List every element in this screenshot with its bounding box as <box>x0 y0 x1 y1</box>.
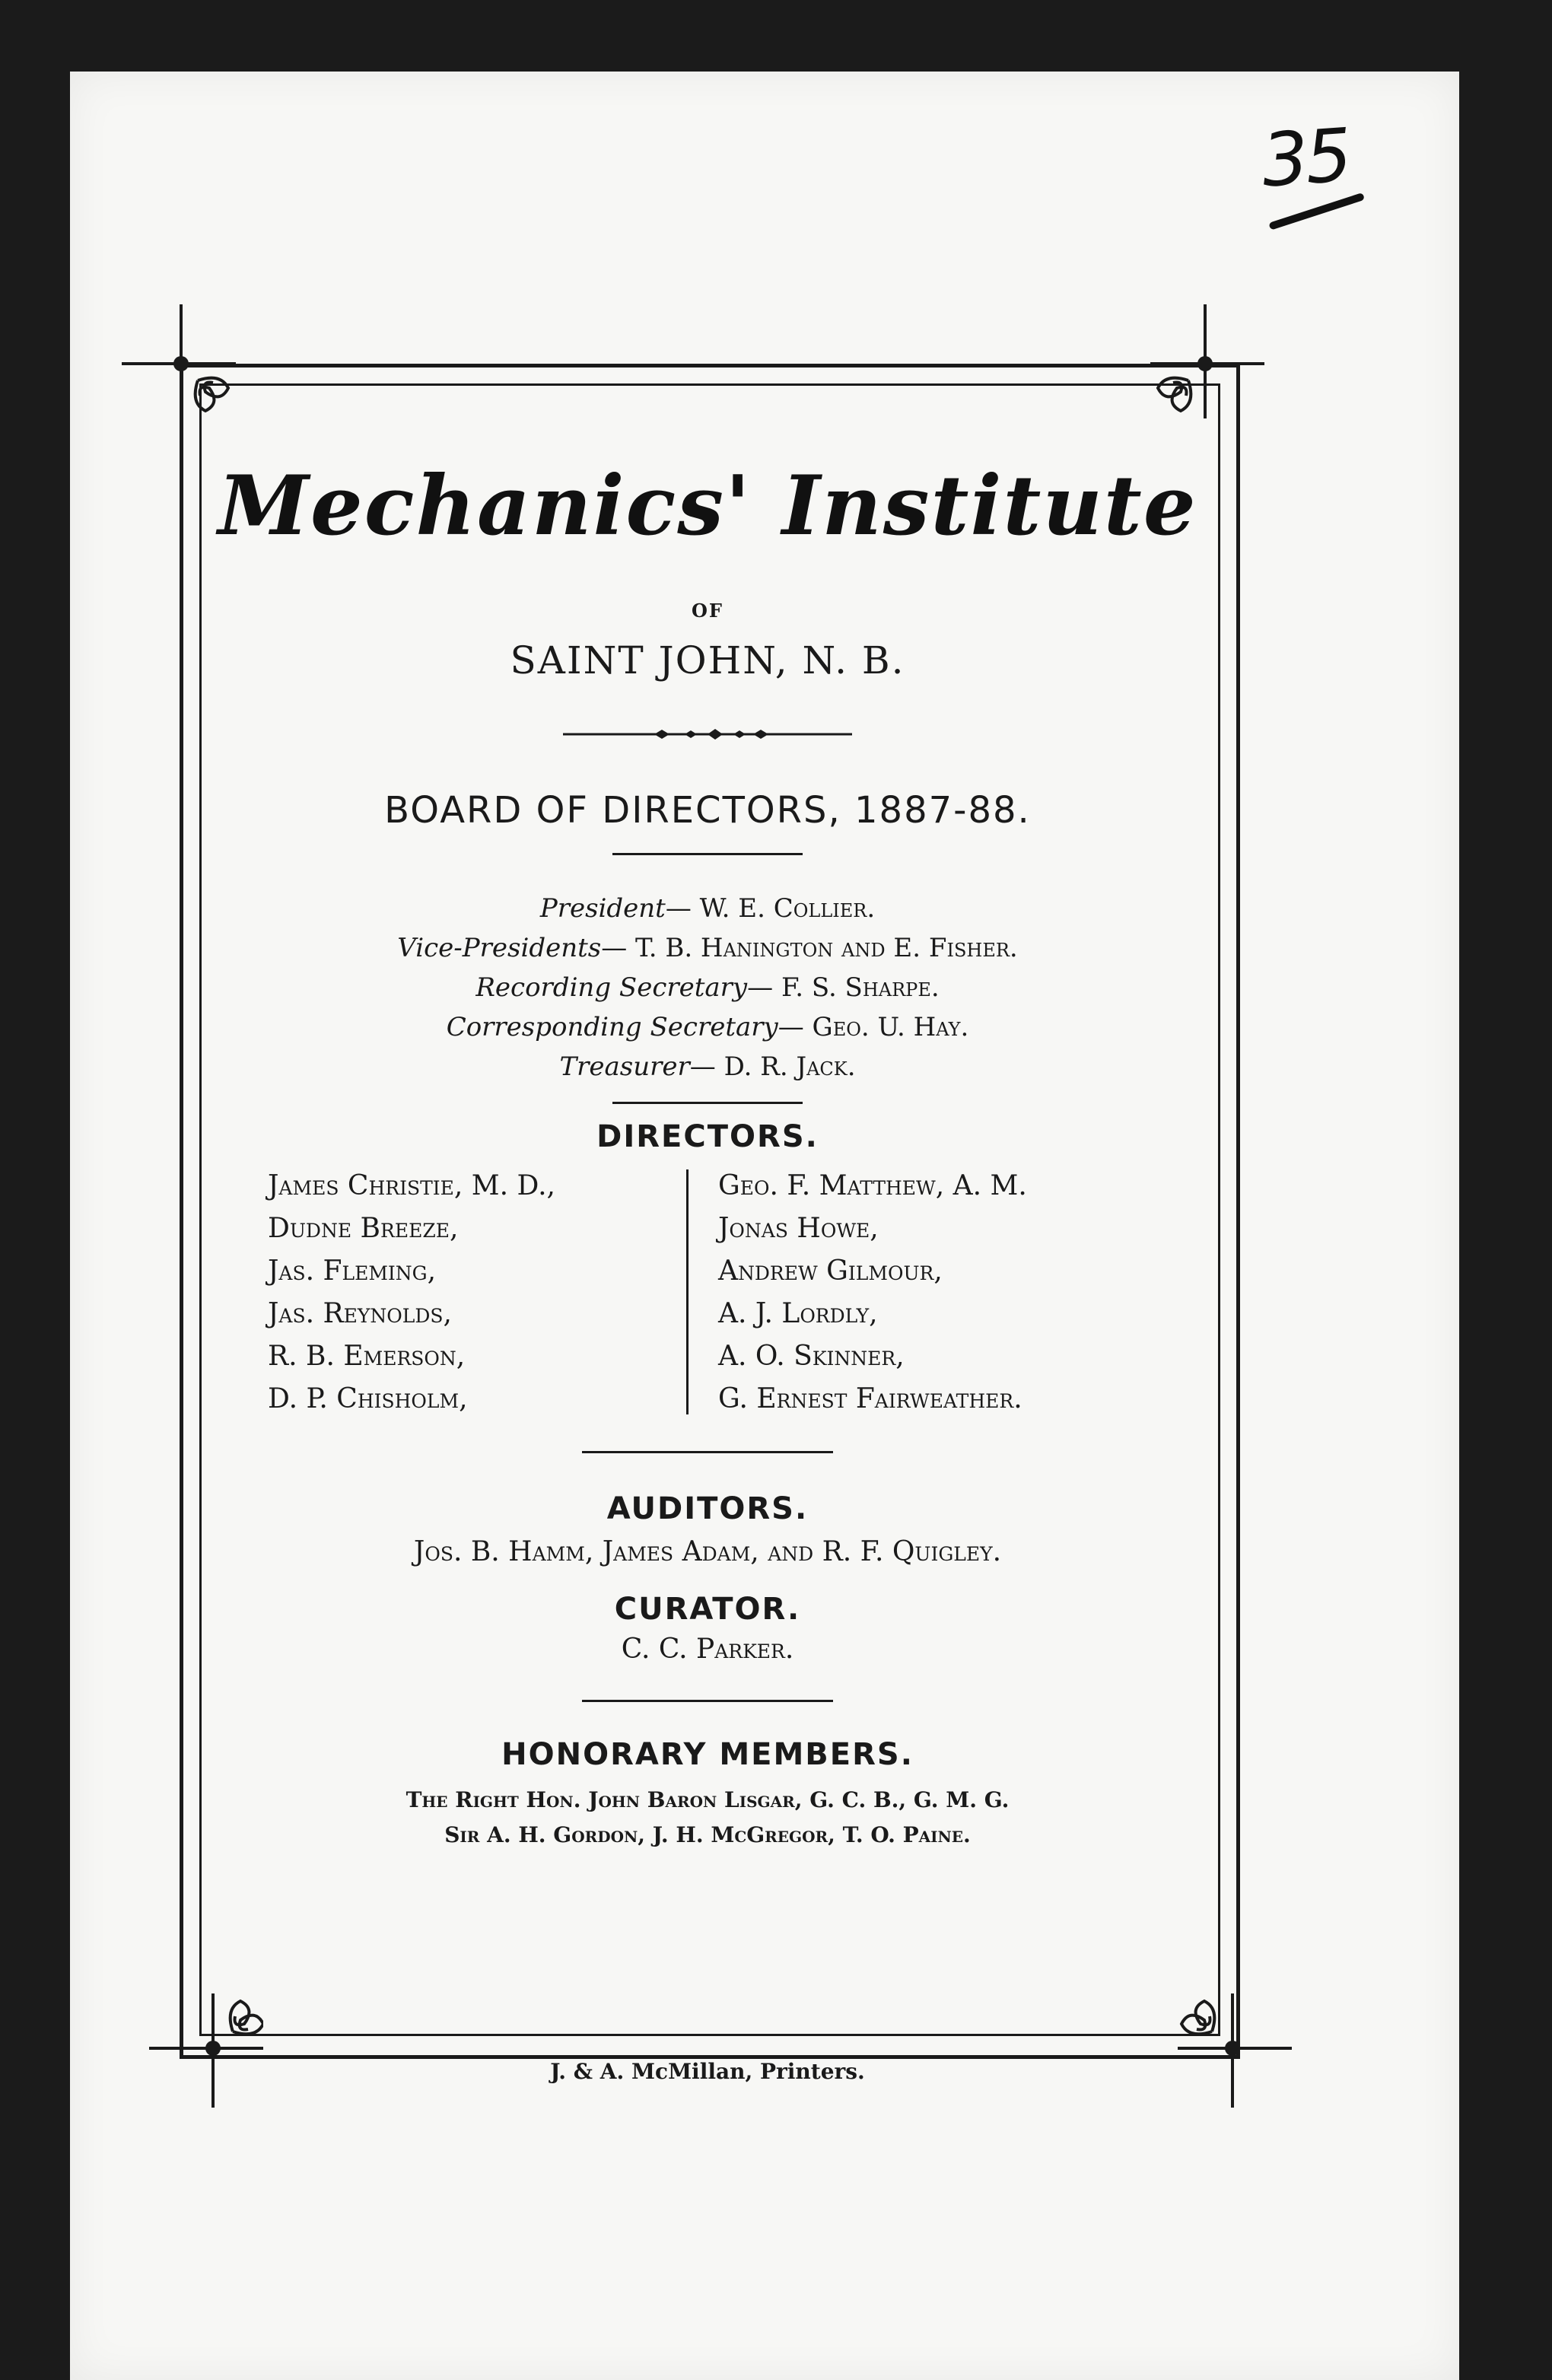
directors-column-right <box>718 1165 1027 1421</box>
corner-ornament-bottom-right <box>1178 1993 1292 2108</box>
handwritten-page-number: 35 <box>1259 110 1388 233</box>
director-name: Jonas Howe, <box>718 1213 879 1244</box>
director-name: Dudne Breeze, <box>268 1213 459 1244</box>
officer-line: Recording Secretary— F. S. Sharpe. <box>475 972 940 1003</box>
officer-line: Vice-Presidents— T. B. Hanington and E. Fisher. <box>397 933 1018 963</box>
divider-rule <box>582 1700 833 1702</box>
honorary-members-line: Sir A. H. Gordon, J. H. McGregor, T. O. Paine. <box>444 1822 971 1847</box>
directors-column-left <box>268 1165 555 1421</box>
board-heading: BOARD OF DIRECTORS, 1887-88. <box>384 789 1031 832</box>
divider-rule <box>582 1451 833 1453</box>
directors-heading: DIRECTORS. <box>596 1119 819 1154</box>
corner-ornament-top-left <box>122 304 236 418</box>
city-heading: SAINT JOHN, N. B. <box>510 638 905 682</box>
directors-list <box>266 1165 1149 1424</box>
ornamental-divider <box>563 727 852 742</box>
officer-line: Corresponding Secretary— Geo. U. Hay. <box>446 1012 969 1042</box>
director-name: D. P. Chisholm, <box>268 1383 468 1414</box>
officers-list <box>205 889 1210 1087</box>
curator-heading: CURATOR. <box>614 1592 801 1627</box>
officer-line: President— W. E. Collier. <box>539 893 876 924</box>
honorary-members-heading: HONORARY MEMBERS. <box>501 1737 914 1772</box>
auditors-heading: AUDITORS. <box>606 1491 809 1526</box>
title-of: OF <box>692 600 724 622</box>
director-name: Jas. Fleming, <box>268 1255 437 1287</box>
director-name: Andrew Gilmour, <box>718 1255 943 1287</box>
director-name: R. B. Emerson, <box>268 1341 466 1372</box>
director-name: James Christie, M. D., <box>268 1170 555 1201</box>
curator-name: C. C. Parker. <box>621 1634 794 1665</box>
corner-ornament-top-right <box>1150 304 1264 418</box>
printer-credit: J. & A. McMillan, Printers. <box>550 2059 865 2084</box>
column-divider <box>686 1169 689 1414</box>
director-name: Jas. Reynolds, <box>268 1298 452 1329</box>
officer-line: Treasurer— D. R. Jack. <box>559 1052 856 1082</box>
institute-title: Mechanics' Institute <box>218 458 1197 554</box>
auditors-names: Jos. B. Hamm, James Adam, and R. F. Quigley. <box>413 1536 1002 1567</box>
director-name: Geo. F. Matthew, A. M. <box>718 1170 1027 1201</box>
director-name: A. O. Skinner, <box>718 1341 905 1372</box>
honorary-members-line: The Right Hon. John Baron Lisgar, G. C. B., G. M. G. <box>405 1787 1010 1812</box>
corner-ornament-bottom-left <box>149 1993 263 2108</box>
divider-rule <box>612 1102 803 1104</box>
director-name: A. J. Lordly, <box>718 1298 878 1329</box>
document-content <box>205 457 1210 1853</box>
director-name: G. Ernest Fairweather. <box>718 1383 1022 1414</box>
divider-rule <box>612 853 803 855</box>
